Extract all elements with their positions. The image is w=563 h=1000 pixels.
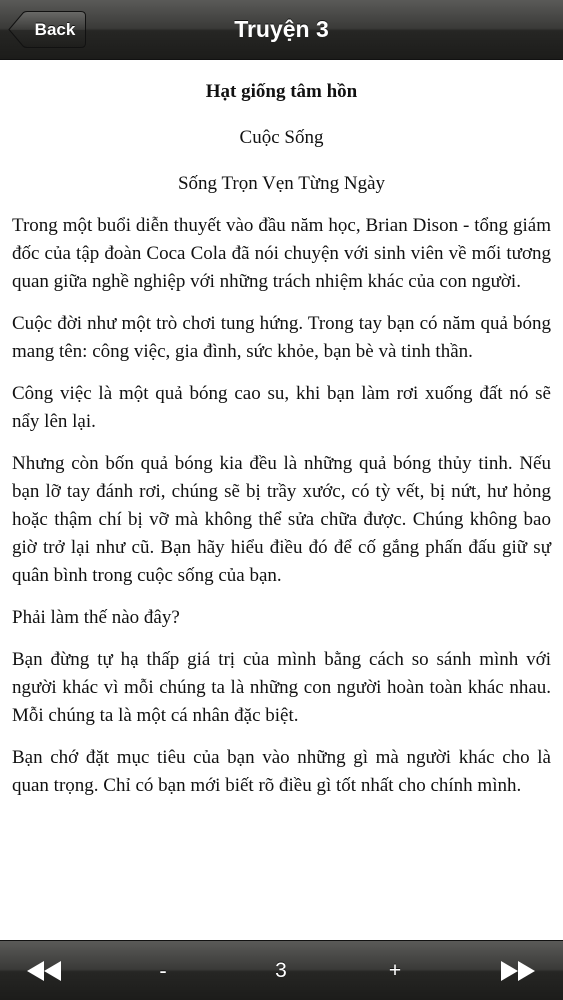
increase-font-button[interactable]: + <box>388 959 402 982</box>
bottom-toolbar <box>0 940 563 1000</box>
paragraph: Cuộc đời như một trò chơi tung hứng. Trong tay bạn có năm quả bóng mang tên: công việc, gia đình, sức khỏe, bạn bè và tinh thần. <box>12 313 551 362</box>
navigation-bar <box>0 0 563 60</box>
story-content[interactable] <box>0 60 563 940</box>
paragraph: Công việc là một quả bóng cao su, khi bạn làm rơi xuống đất nó sẽ nẩy lên lại. <box>12 383 551 432</box>
paragraph: Trong một buổi diễn thuyết vào đầu năm học, Brian Dison - tổng giám đốc của tập đoàn Coca Cola đã nói chuyện với sinh viên về mối tương quan giữa nghề nghiệp với những trách nhiệm khác của con người. <box>12 215 551 292</box>
paragraph: Nhưng còn bốn quả bóng kia đều là những quả bóng thủy tinh. Nếu bạn lỡ tay đánh rơi, chúng sẽ bị trầy xước, có tỳ vết, bị nứt, hư hỏng hoặc thậm chí bị vỡ mà không thể sửa chữa được. Chúng không bao giờ trở lại như cũ. Bạn hãy hiểu điều đó để cố gắng phấn đấu giữ sự quân bình trong cuộc sống của bạn. <box>12 453 551 586</box>
paragraph: Bạn chớ đặt mục tiêu của bạn vào những gì mà người khác cho là quan trọng. Chỉ có bạn mới biết rõ điều gì tốt nhất cho chính mình. <box>12 747 551 796</box>
previous-page-button[interactable] <box>14 941 74 1000</box>
paragraph: Phải làm thế nào đây? <box>12 607 180 628</box>
page-number: 3 <box>275 959 287 982</box>
next-page-button[interactable] <box>488 941 548 1000</box>
paragraph: Bạn đừng tự hạ thấp giá trị của mình bằng cách so sánh mình với người khác vì mỗi chúng ta là những con người hoàn toàn khác nhau. Mỗi chúng ta là một cá nhân đặc biệt. <box>12 649 551 726</box>
rewind-icon <box>26 960 62 982</box>
fast-forward-icon <box>500 960 536 982</box>
story-heading: Sống Trọn Vẹn Từng Ngày <box>177 173 385 194</box>
back-button-label: Back <box>34 20 76 39</box>
page-title: Truyện 3 <box>234 16 329 42</box>
story-category: Cuộc Sống <box>239 127 324 148</box>
story-title: Hạt giống tâm hồn <box>205 81 358 102</box>
decrease-font-button[interactable]: - <box>159 958 167 983</box>
